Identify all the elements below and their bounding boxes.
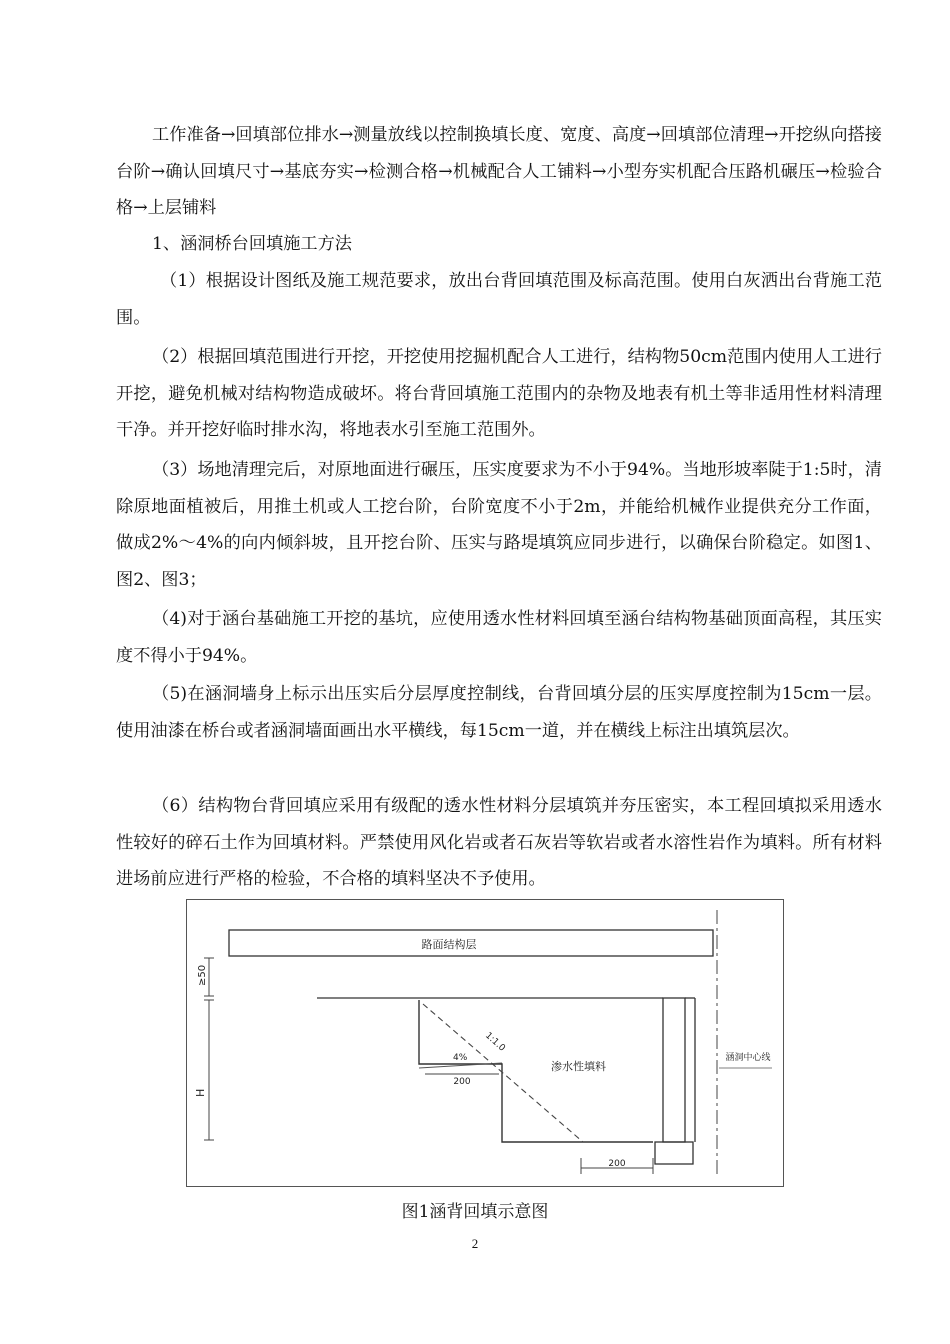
paragraph-1: （1）根据设计图纸及施工规范要求，放出台背回填范围及标高范围。使用白灰洒出台背施工范围。 xyxy=(116,271,882,328)
abutment-wall xyxy=(663,998,685,1142)
paragraph-6: （6）结构物台背回填应采用有级配的透水性材料分层填筑并夯压密实，本工程回填拟采用透水性较好的碎石土作为回填材料。严禁使用风化岩或者石灰岩等软岩或者水溶性岩作为填料。所有材料进场前应进行严格的检验，不合格的填料坚决不予使用。 xyxy=(116,796,882,889)
paragraph-4: （4)对于涵台基础施工开挖的基坑，应使用透水性材料回填至涵台结构物基础顶面高程，其压实度不得小于94%。 xyxy=(116,609,882,666)
step-width-label: 200 xyxy=(453,1077,471,1087)
backfill-diagram xyxy=(186,899,784,1187)
slope-percent-label: 4% xyxy=(453,1053,468,1063)
slope-ratio-label: 1:1.0 xyxy=(482,1030,507,1054)
backfill-diagram-svg xyxy=(187,900,783,1186)
bottom-width-label: 200 xyxy=(608,1159,626,1169)
slope-line xyxy=(423,1004,583,1142)
paragraph-2: （2）根据回填范围进行开挖，开挖使用挖掘机配合人工进行，结构物50cm范围内使用人工进行开挖，避免机械对结构物造成破坏。将台背回填施工范围内的杂物及地表有机土等非适用性材料清理干净。并开挖好临时排水沟，将地表水引至施工范围外。 xyxy=(116,347,882,440)
road-layer-label: 路面结构层 xyxy=(421,938,477,951)
fill-label: 渗水性填料 xyxy=(551,1060,606,1073)
paragraph-3: （3）场地清理完后，对原地面进行碾压，压实度要求为不小于94%。当地形坡率陡于1:5时，清除原地面植被后，用推土机或人工挖台阶，台阶宽度不小于2m，并能给机械作业提供充分工作面，做成2%～4%的向内倾斜坡，且开挖台阶、压实与路堤填筑应同步进行，以确保台阶稳定。如图1、图2、图3； xyxy=(116,460,882,590)
figure-caption: 图1涵背回填示意图 xyxy=(401,1202,549,1222)
min-depth-label: ≥50 xyxy=(197,964,208,986)
centerline-label: 涵洞中心线 xyxy=(725,1053,771,1063)
section-heading: 1、涵洞桥台回填施工方法 xyxy=(152,234,352,254)
page-number: 2 xyxy=(471,1236,479,1251)
step-profile xyxy=(419,1000,653,1142)
paragraph-5: （5)在涵洞墙身上标示出压实后分层厚度控制线，台背回填分层的压实厚度控制为15cm一层。使用油漆在桥台或者涵洞墙面画出水平横线，每15cm一道，并在横线上标注出填筑层次。 xyxy=(116,684,882,741)
height-label: H xyxy=(194,1088,207,1097)
foundation-block xyxy=(655,1142,693,1164)
process-flow-paragraph: 工作准备→回填部位排水→测量放线以控制换填长度、宽度、高度→回填部位清理→开挖纵向搭接台阶→确认回填尺寸→基底夯实→检测合格→机械配合人工铺料→小型夯实机配合压路机碾压→检验合格→上层铺料 xyxy=(116,125,882,218)
